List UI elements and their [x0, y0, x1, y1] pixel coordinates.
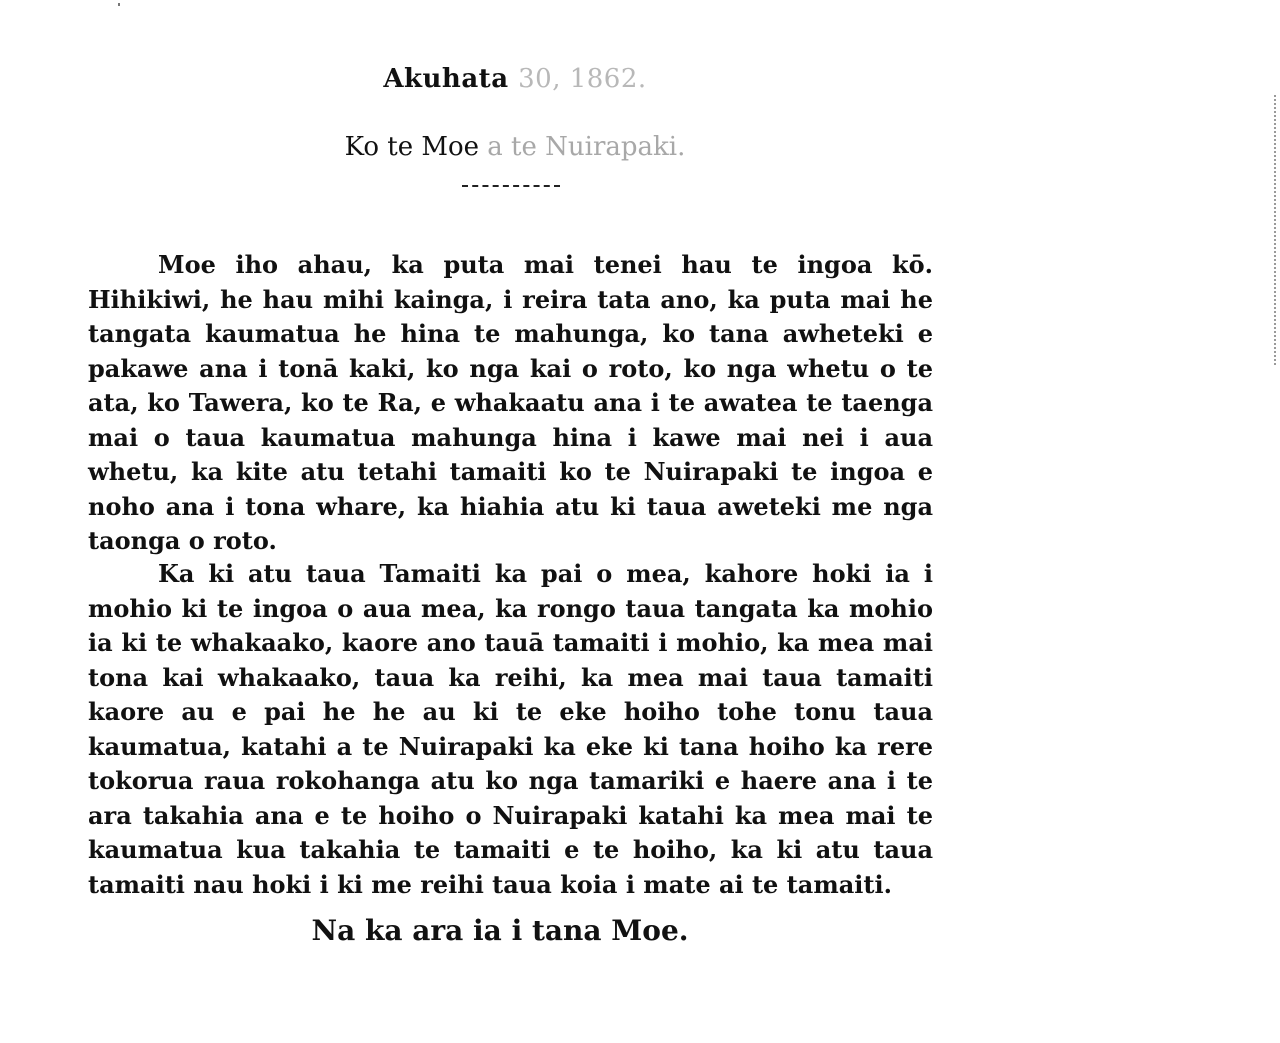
body-paragraph-1: Moe iho ahau, ka puta mai tenei hau te ingoa kō. Hihikiwi, he hau mihi kainga, i reira tata ano, ka puta mai he tangata kaumatua he hina te mahunga, ko tana awheteki e pakawe ana i tonā kaki, ko nga kai o roto, ko nga whetu o te ata, ko Tawera, ko te Ra, e whakaatu ana i te awatea te taenga mai o taua kaumatua mahunga hina i kawe mai nei i aua whetu, ka kite atu tetahi tamaiti ko te Nuirapaki te ingoa e noho ana i tona whare, ka hiahia atu ki taua aweteki me nga taonga o roto. [88, 250, 933, 555]
body-paragraph-2: Ka ki atu taua Tamaiti ka pai o mea, kahore hoki ia i mohio ki te ingoa o aua mea, ka rongo taua tangata ka mohio ia ki te whakaako, kaore ano tauā tamaiti i mohio, ka mea mai tona kai whakaako, taua ka reihi, ka mea mai taua tamaiti kaore au e pai he he au ki te eke hoiho tohe tonu taua kaumatua, katahi a te Nuirapaki ka eke ki tana hoiho ka rere tokorua raua rokohanga atu ko nga tamariki e haere ana i te ara takahia ana e te hoiho o Nuirapaki katahi ka mea mai te kaumatua kua takahia te tamaiti e te hoiho, ka ki atu taua tamaiti nau hoki i ki me reihi taua koia i mate ai te tamaiti. [88, 559, 933, 899]
date-heading [0, 64, 1030, 94]
page-title [0, 132, 1030, 162]
margin-marks [1268, 95, 1276, 365]
title-faded: a te Nuirapaki. [487, 132, 686, 162]
title-divider [462, 185, 560, 187]
date-main: Akuhata [383, 64, 509, 94]
ink-speck [118, 3, 120, 6]
date-faded: 30, 1862. [518, 64, 647, 94]
title-main: Ko te Moe [344, 132, 480, 162]
closing-line: Na ka ara ia i tana Moe. [311, 914, 689, 947]
